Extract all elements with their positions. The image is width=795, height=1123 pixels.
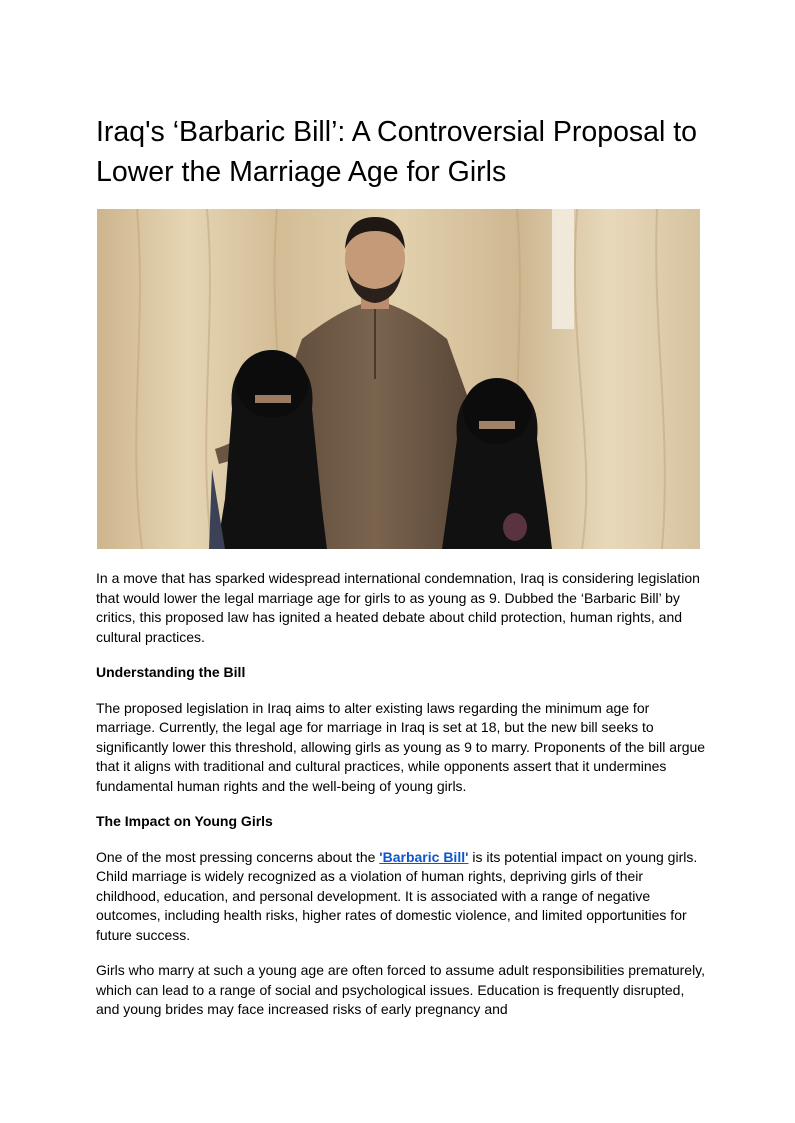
impact-text-start: One of the most pressing concerns about the	[96, 848, 380, 865]
article-body	[96, 569, 706, 1036]
article-title: Iraq's ‘Barbaric Bill’: A Controversial Proposal to Lower the Marriage Age for Girls	[96, 116, 698, 188]
understanding-paragraph: The proposed legislation in Iraq aims to alter existing laws regarding the minimum age for marriage. Currently, the legal age for marriage in Iraq is set at 18, but the new bill seeks to significantly lower this threshold, allowing girls as young as 9 to marry. Proponents of the bill argue that it aligns with traditional and cultural practices, while opponents assert that it undermines fundamental human rights and the well-being of young girls.	[96, 699, 706, 794]
intro-paragraph: In a move that has sparked widespread international condemnation, Iraq is considering legislation that would lower the legal marriage age for girls to as young as 9. Dubbed the ‘Barbaric Bill’ by critics, this proposed law has ignited a heated debate about child protection, human rights, and cultural practices.	[96, 570, 700, 645]
consequences-paragraph: Girls who marry at such a young age are often forced to assume adult responsibilities prematurely, which can lead to a range of social and psychological issues. Education is frequently disrupted, and young brides may face increased risks of early pregnancy and	[96, 962, 706, 1017]
impact-paragraph	[96, 848, 706, 946]
section-heading-understanding: Understanding the Bill	[96, 664, 246, 680]
window-light	[552, 209, 574, 329]
link-text: Barbaric Bill	[382, 848, 466, 865]
link-quote-open: '	[379, 848, 383, 865]
barbaric-bill-link[interactable]	[379, 849, 468, 865]
article-photo	[97, 209, 700, 549]
impact-text-end: is its potential impact on young girls. Child marriage is widely recognized as a violation of human rights, depriving girls of their childhood, education, and personal development. It is associated with a range of negative outcomes, including health risks, higher rates of domestic violence, and limited opportunities for future success.	[96, 848, 698, 943]
section-heading-impact: The Impact on Young Girls	[96, 813, 273, 829]
link-quote-close: '	[465, 848, 469, 865]
